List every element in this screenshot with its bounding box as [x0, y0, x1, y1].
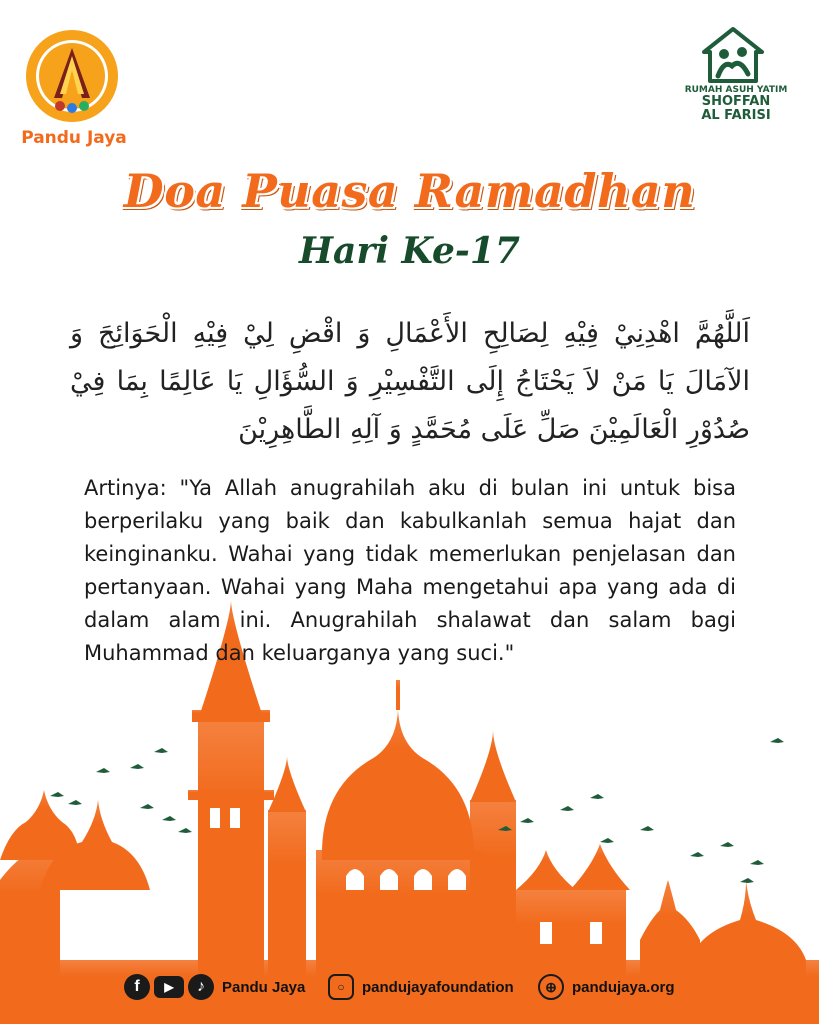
- instagram-icon[interactable]: ○: [328, 974, 354, 1000]
- website-url: pandujaya.org: [572, 978, 675, 996]
- rumah-asuh-logo: [700, 26, 766, 84]
- right-brand-line1: RUMAH ASUH YATIM: [684, 85, 788, 95]
- social-name: Pandu Jaya: [222, 978, 306, 996]
- social-website[interactable]: [538, 974, 675, 1000]
- pandu-jaya-logo: [24, 28, 120, 124]
- facebook-icon[interactable]: f: [124, 974, 150, 1000]
- left-brand-name: Pandu Jaya: [21, 128, 127, 148]
- social-pandu-jaya[interactable]: [124, 974, 305, 1000]
- page-title: Doa Puasa Ramadhan: [123, 164, 696, 218]
- tiktok-icon[interactable]: ♪: [188, 974, 214, 1000]
- arabic-prayer: اَللَّهُمَّ اهْدِنِيْ فِيْهِ لِصَالِحِ الأَعْمَالِ وَ اقْضِ لِيْ فِيْهِ الْحَوَائِجَ وَ الآمَالَ يَا مَنْ لاَ يَحْتَاجُ إِلَى التَّفْسِيْرِ وَ السُّؤَالِ يَا عَالِمًا بِمَا فِيْ صُدُوْرِ الْعَالَمِيْنَ صَلِّ عَلَى مُحَمَّدٍ وَ آلِهِ الطَّاهِرِيْنَ: [70, 318, 750, 445]
- youtube-icon[interactable]: ▶: [154, 976, 184, 998]
- globe-icon[interactable]: ⊕: [538, 974, 564, 1000]
- footer: [0, 968, 819, 1008]
- translation-text: Artinya: "Ya Allah anugrahilah aku di bulan ini untuk bisa berperilaku yang baik dan kabulkanlah semua hajat dan keinginanku. Wahai yang tidak memerlukan penjelasan dan pertanyaan. Wahai yang Maha mengetahui apa yang ada di dalam alam ini. Anugrahilah shalawat dan salam bagi Muhammad dan keluarganya yang suci.": [84, 476, 736, 665]
- instagram-handle: pandujayafoundation: [362, 978, 514, 996]
- page-subtitle: Hari Ke-17: [299, 230, 520, 272]
- social-instagram[interactable]: [328, 974, 514, 1000]
- right-brand-line3: AL FARISI: [701, 108, 771, 124]
- right-brand-name: [676, 86, 796, 123]
- right-brand-line2: SHOFFAN: [701, 94, 771, 110]
